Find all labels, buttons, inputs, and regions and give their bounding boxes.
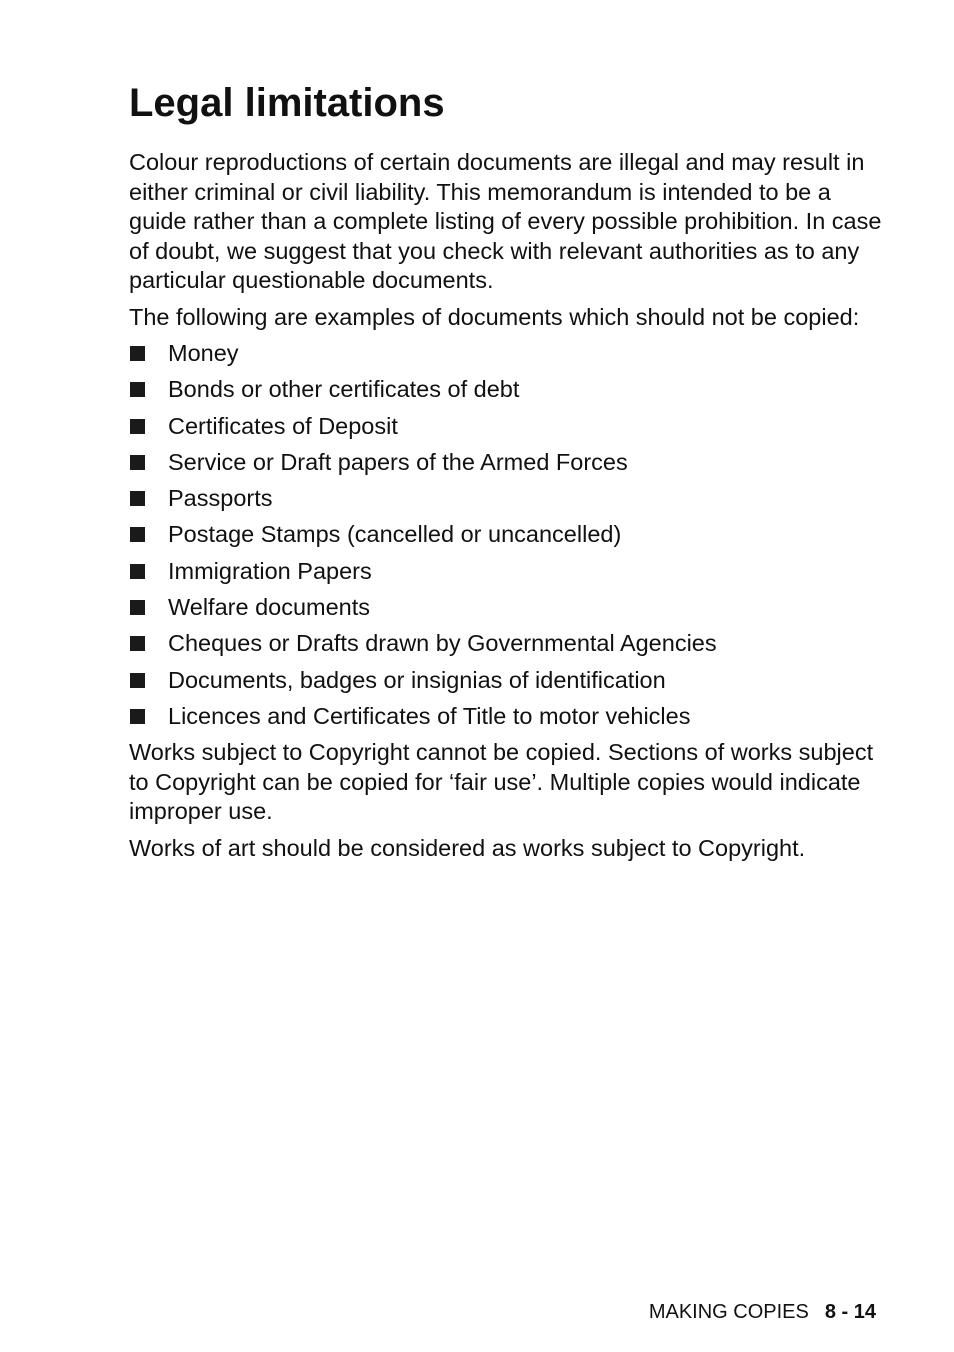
list-item-label: Postage Stamps (cancelled or uncancelled) — [168, 521, 622, 548]
list-item-label: Passports — [168, 485, 273, 512]
footer-page-number: 8 - 14 — [824, 1301, 876, 1323]
square-bullet-icon — [130, 455, 145, 470]
prohibited-documents-list — [129, 339, 889, 731]
list-item-label: Immigration Papers — [168, 557, 372, 584]
list-item-label: Licences and Certificates of Title to motor vehicles — [168, 702, 691, 729]
list-intro-paragraph: The following are examples of documents which should not be copied: — [129, 303, 860, 330]
list-item — [129, 484, 889, 514]
list-item — [129, 629, 889, 659]
list-item-label: Welfare documents — [168, 594, 371, 621]
list-item-label: Money — [168, 340, 239, 366]
list-item-label: Documents, badges or insignias of identification — [168, 666, 666, 693]
list-item — [129, 412, 889, 442]
square-bullet-icon — [130, 636, 145, 651]
square-bullet-icon — [130, 600, 145, 615]
square-bullet-icon — [130, 491, 145, 506]
list-item-label: Certificates of Deposit — [168, 412, 398, 439]
list-item — [129, 593, 889, 623]
list-item-label: Cheques or Drafts drawn by Governmental Agencies — [168, 630, 717, 657]
list-item-label: Service or Draft papers of the Armed Forces — [168, 448, 628, 475]
list-item — [129, 557, 889, 587]
square-bullet-icon — [130, 527, 145, 542]
list-item — [129, 666, 889, 696]
page-footer — [649, 1300, 876, 1324]
list-item — [129, 520, 889, 550]
art-paragraph: Works of art should be considered as works subject to Copyright. — [129, 834, 806, 861]
document-page — [129, 78, 889, 870]
copyright-paragraph: Works subject to Copyright cannot be copied. Sections of works subject to Copyright can be copied for ‘fair use’. Multiple copies would indicate improper use. — [129, 739, 874, 825]
list-item — [129, 702, 889, 732]
list-item — [129, 339, 889, 369]
square-bullet-icon — [130, 564, 145, 579]
square-bullet-icon — [130, 709, 145, 724]
square-bullet-icon — [130, 346, 145, 361]
square-bullet-icon — [130, 382, 145, 397]
square-bullet-icon — [130, 673, 145, 688]
square-bullet-icon — [130, 419, 145, 434]
list-item — [129, 448, 889, 478]
list-item-label: Bonds or other certificates of debt — [168, 376, 520, 403]
intro-paragraph: Colour reproductions of certain documents are illegal and may result in either criminal or civil liability. This memorandum is intended to be a guide rather than a complete listing of every possible prohibition. In case of doubt, we suggest that you check with relevant authorities as to any particular questionable documents. — [129, 149, 882, 293]
page-title: Legal limitations — [129, 81, 445, 125]
list-item — [129, 375, 889, 405]
footer-section-title: MAKING COPIES — [648, 1301, 809, 1323]
